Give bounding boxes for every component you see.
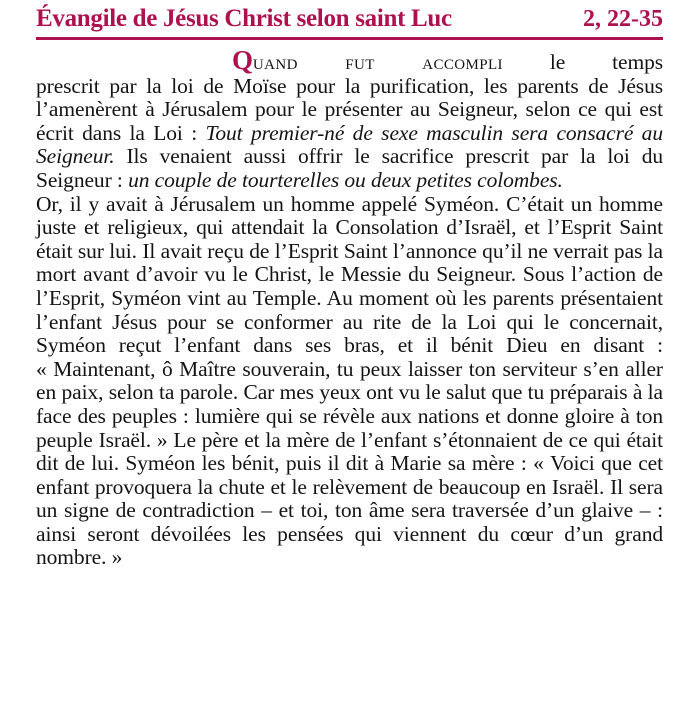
opening-tail: le temps <box>549 50 663 74</box>
text-segment-italic: Tout premier-né de sexe masculin sera consacré au Seigneur. <box>36 120 663 169</box>
text-segment-normal: prescrit par la loi de Moïse pour la purification, les parents de Jésus l’amenèrent à Jérusalem pour le présenter au Seigneur, selon ce qui est écrit dans la Loi : <box>36 73 663 145</box>
page-title: Évangile de Jésus Christ selon saint Luc <box>36 5 452 32</box>
opening-smallcaps: uand fut accompli <box>252 50 503 74</box>
paragraph-presentation-au-temple <box>36 75 663 193</box>
text-segment-normal: Ils venaient aussi offrir le sacrifice prescrit par la loi du Seigneur : <box>36 144 663 192</box>
header <box>36 5 663 40</box>
text-segment-italic: un couple de tourterelles ou deux petites colombes. <box>128 167 563 192</box>
chapter-verse-reference: 2, 22-35 <box>583 6 663 32</box>
paragraph-1-opening-line <box>36 45 663 75</box>
paragraph-symeon <box>36 193 663 571</box>
dropcap-initial: Q <box>232 45 253 75</box>
text-segment-normal: Or, il y avait à Jérusalem un homme appelé Syméon. C’était un homme juste et religieux, qui attendait la Consolation d’Israël, et l’Esprit Saint était sur lui. Il avait reçu de l’Esprit Saint l’annonce qu’il ne verrait pas la mort avant d’avoir vu le Christ, le Messie du Seigneur. Sous l’action de l’Esprit, Syméon vint au Temple. Au moment où les parents présentaient l’enfant Jésus pour se conformer au rite de la Loi qui le concernait, Syméon reçut l’enfant dans ses bras, et il bénit Dieu en disant : « Maintenant, ô Maître souverain, tu peux laisser ton serviteur s’en aller en paix, selon ta parole. Car mes yeux ont vu le salut que tu préparais à la face des peuples : lumière qui se révèle aux nations et donne gloire à ton peuple Israël. » Le père et la mère de l’enfant s’étonnaient de ce qui était dit de lui. Syméon les bénit, puis il dit à Marie sa mère : « Voici que cet enfant provoquera la chute et le relèvement de beaucoup en Israël. Il sera un signe de contradiction – et toi, ton âme sera traversée d’un glaive – : ainsi seront dévoilées les pensées qui viennent du cœur d’un grand nombre. » <box>36 191 663 570</box>
gospel-text <box>36 45 663 570</box>
